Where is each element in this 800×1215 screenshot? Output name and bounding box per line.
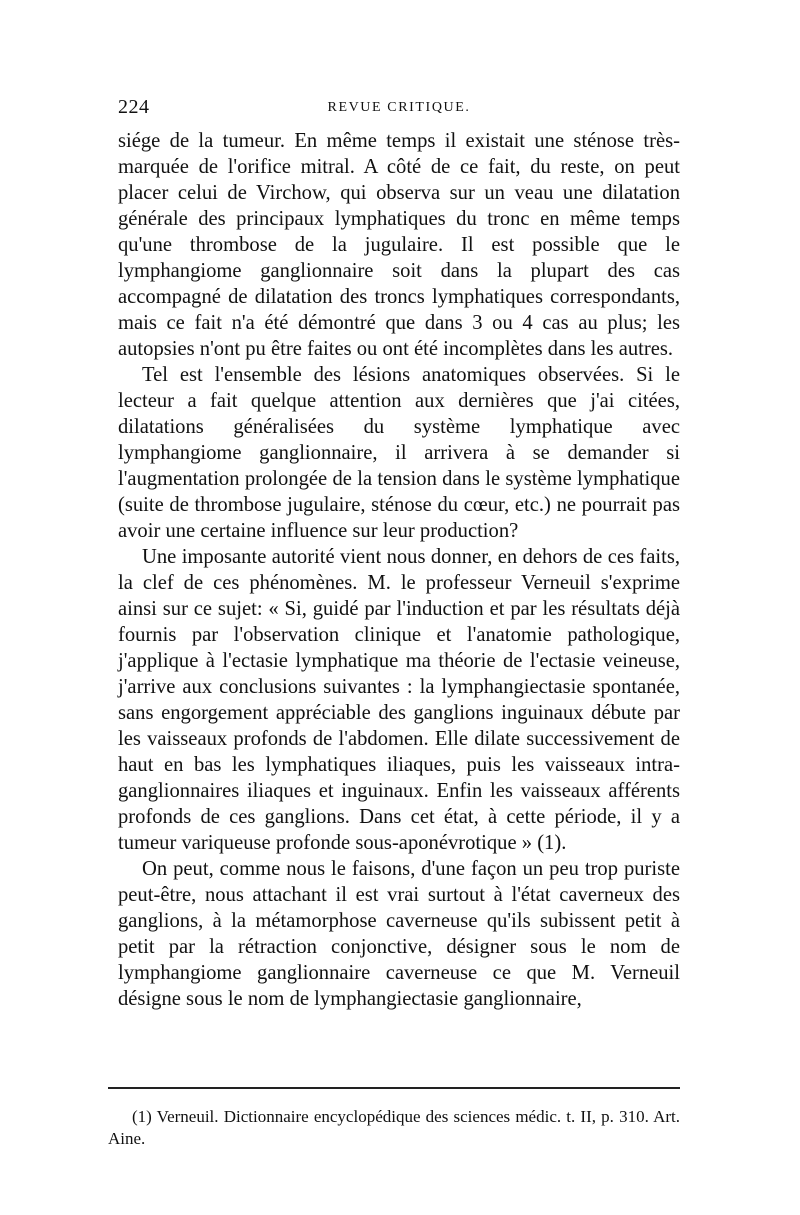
paragraph: Une imposante autorité vient nous donner, en dehors de ces faits, la clef de ces phénomènes. M. le professeur Verneuil s'exprime ainsi sur ce sujet: « Si, guidé par l'induction et par les résultats déjà fournis par l'observation clinique et l'anatomie pathologique, j'applique à l'ectasie lymphatique ma théorie de l'ectasie veineuse, j'arrive aux conclusions suivantes : la lymphangiectasie spontanée, sans engorgement appréciable des ganglions inguinaux débute par les vaisseaux profonds de l'abdomen. Elle dilate successivement de haut en bas les lymphatiques iliaques, puis les vaisseaux intra-ganglionnaires iliaques et inguinaux. Enfin les vaisseaux afférents profonds de ces ganglions. Dans cet état, à cette période, il y a tumeur variqueuse profonde sous-aponévrotique » (1). [118, 546, 680, 854]
footnote-separator [108, 1087, 680, 1089]
paragraph: On peut, comme nous le faisons, d'une façon un peu trop puriste peut-être, nous attachant il est vrai surtout à l'état caverneux des ganglions, à la métamorphose caverneuse qu'ils subissent petit à petit par la rétraction conjonctive, désigner sous le nom de lymphangiome ganglionnaire caverneuse ce que M. Verneuil désigne sous le nom de lymphangiectasie ganglionnaire, [118, 858, 680, 1010]
page-number: 224 [118, 96, 150, 118]
footnote-text: (1) Verneuil. Dictionnaire encyclopédique des sciences médic. t. II, p. 310. Art. Aine. [108, 1107, 680, 1148]
page-header [118, 96, 680, 120]
footnote [108, 1106, 680, 1150]
body-text [118, 128, 680, 1012]
paragraph: Tel est l'ensemble des lésions anatomiques observées. Si le lecteur a fait quelque attention aux dernières que j'ai citées, dilatations généralisées du système lymphatique avec lymphangiome ganglionnaire, il arrivera à se demander si l'augmentation prolongée de la tension dans le système lymphatique (suite de thrombose jugulaire, sténose du cœur, etc.) ne pourrait pas avoir une certaine influence sur leur production? [118, 364, 680, 542]
running-head: REVUE CRITIQUE. [327, 100, 471, 115]
paragraph-continuation: siége de la tumeur. En même temps il existait une sténose très-marquée de l'orifice mitral. A côté de ce fait, du reste, on peut placer celui de Virchow, qui observa sur un veau une dilatation générale des principaux lymphatiques du tronc en même temps qu'une thrombose de la jugulaire. Il est possible que le lymphangiome ganglionnaire soit dans la plupart des cas accompagné de dilatation des troncs lymphatiques correspondants, mais ce fait n'a été démontré que dans 3 ou 4 cas au plus; les autopsies n'ont pu être faites ou ont été incomplètes dans les autres. [118, 130, 680, 360]
